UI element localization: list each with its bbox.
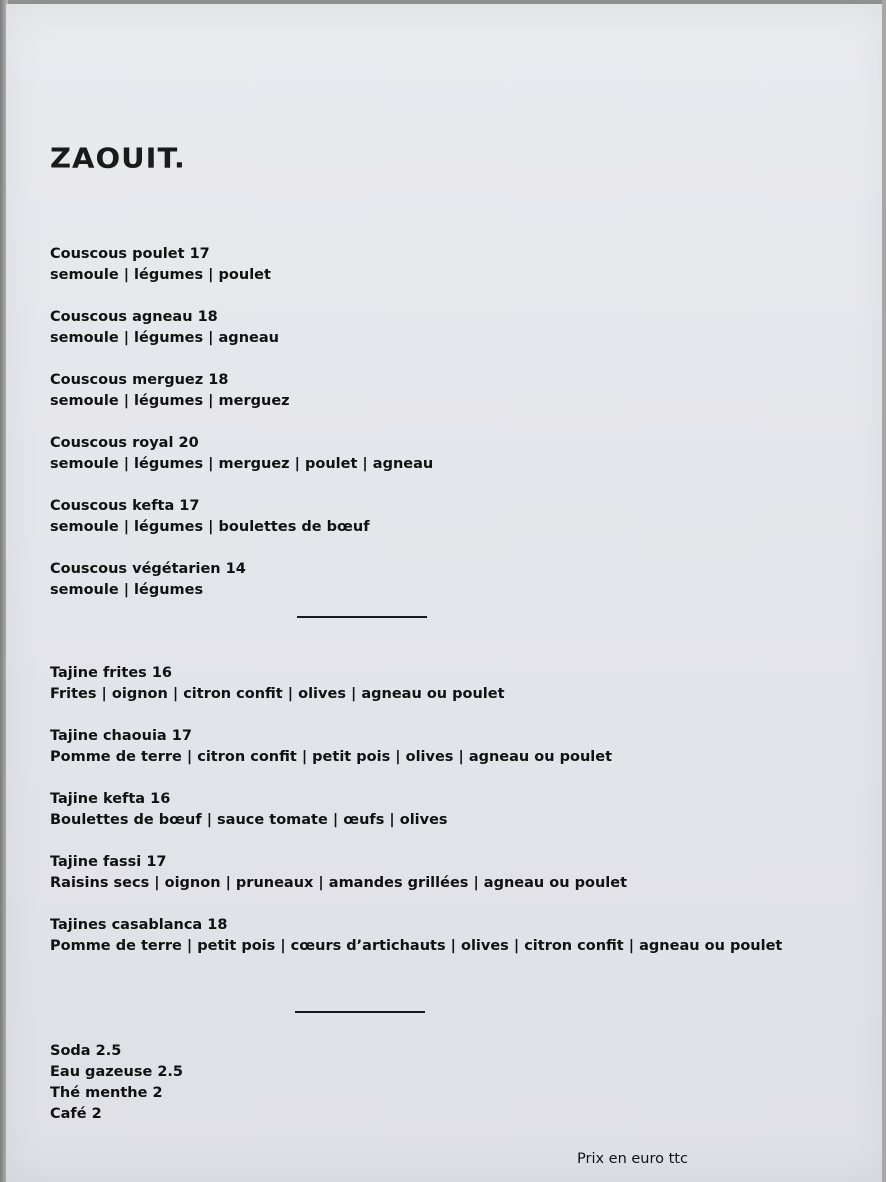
menu-item-description: Frites | oignon | citron confit | olives | agneau ou poulet	[50, 686, 505, 702]
menu-item-description: semoule | légumes | merguez	[50, 393, 290, 409]
menu-item	[50, 433, 433, 496]
menu-item	[50, 789, 782, 852]
section-divider	[297, 616, 427, 618]
drink-item: Thé menthe 2	[50, 1085, 163, 1101]
menu-item-name: Couscous poulet 17	[50, 246, 210, 262]
drink-item: Café 2	[50, 1106, 102, 1122]
menu-item-description: Boulettes de bœuf | sauce tomate | œufs | olives	[50, 812, 448, 828]
drink-item: Eau gazeuse 2.5	[50, 1064, 184, 1080]
menu-item-description: Pomme de terre | petit pois | cœurs d’artichauts | olives | citron confit | agneau ou poulet	[50, 938, 783, 954]
menu-item-description: Raisins secs | oignon | pruneaux | amandes grillées | agneau ou poulet	[50, 875, 628, 891]
menu-item	[50, 307, 433, 370]
menu-item	[50, 370, 433, 433]
menu-item	[50, 559, 433, 622]
drink-item: Soda 2.5	[50, 1043, 122, 1059]
menu-item	[50, 852, 782, 915]
menu-item	[50, 496, 433, 559]
drinks-section	[50, 1041, 183, 1125]
menu-item-description: semoule | légumes | agneau	[50, 330, 279, 346]
menu-item-description: semoule | légumes	[50, 582, 204, 598]
tajine-section	[50, 663, 782, 978]
menu-item-name: Tajine fassi 17	[50, 854, 167, 870]
menu-item	[50, 726, 782, 789]
menu-item	[50, 244, 433, 307]
menu-item-name: Couscous kefta 17	[50, 498, 200, 514]
restaurant-logo: ZAOUIT.	[50, 141, 186, 175]
menu-item-description: semoule | légumes | poulet	[50, 267, 271, 283]
menu-item	[50, 663, 782, 726]
menu-item-name: Couscous agneau 18	[50, 309, 218, 325]
menu-item-name: Tajine chaouia 17	[50, 728, 192, 744]
paper-edge-right	[882, 0, 886, 1182]
menu-item-name: Couscous merguez 18	[50, 372, 229, 388]
menu-item-name: Tajine frites 16	[50, 665, 173, 681]
menu-item-name: Couscous royal 20	[50, 435, 199, 451]
menu-item-name: Tajine kefta 16	[50, 791, 171, 807]
menu-item-name: Couscous végétarien 14	[50, 561, 246, 577]
price-note: Prix en euro ttc	[577, 1151, 688, 1167]
menu-item-description: semoule | légumes | boulettes de bœuf	[50, 519, 370, 535]
menu-item-description: Pomme de terre | citron confit | petit pois | olives | agneau ou poulet	[50, 749, 613, 765]
section-divider	[295, 1011, 425, 1013]
menu-item	[50, 915, 782, 978]
menu-item-description: semoule | légumes | merguez | poulet | agneau	[50, 456, 434, 472]
menu-item-name: Tajines casablanca 18	[50, 917, 228, 933]
couscous-section	[50, 244, 433, 622]
